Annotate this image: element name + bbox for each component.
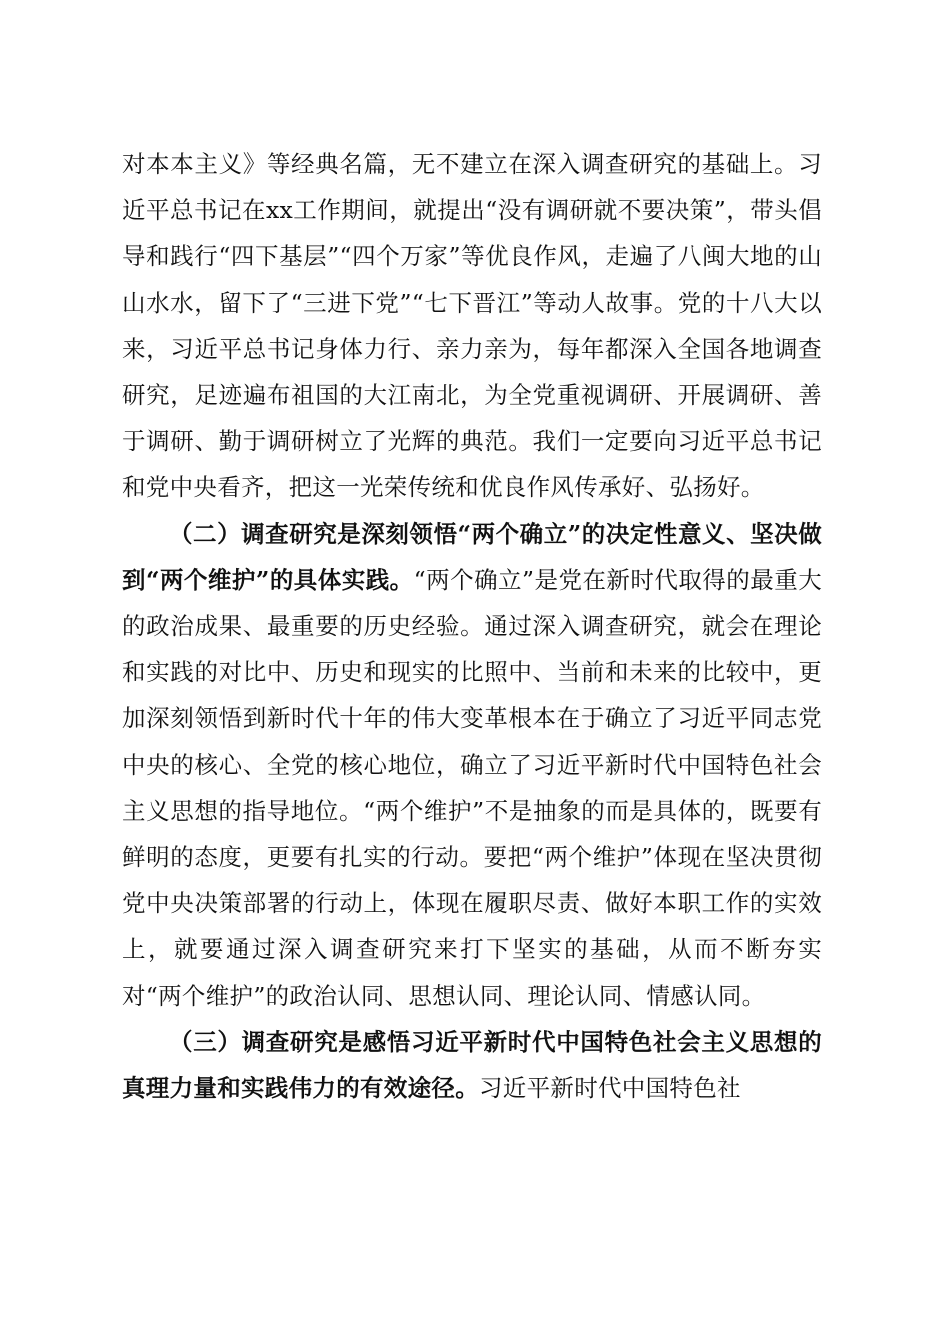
paragraph-2-heading: （二）调查研究是深刻领悟“两个确立”的决定性意义、坚决做到“两个维护”的具体实践。	[122, 519, 822, 594]
paragraph-1	[122, 141, 822, 511]
paragraph-2	[122, 511, 822, 1019]
paragraph-3-heading: （三）调查研究是感悟习近平新时代中国特色社会主义思想的真理力量和实践伟力的有效途径。	[122, 1027, 822, 1103]
paragraph-3	[122, 1019, 822, 1111]
paragraph-3-text: 习近平新时代中国特色社	[479, 1074, 741, 1103]
paragraph-1-text: 对本本主义》等经典名篇，无不建立在深入调查研究的基础上。习近平总书记在xx工作期间，就提出“没有调研就不要决策”，带头倡导和践行“四下基层”“四个万家”等优良作风，走遍了八闽大地的山山水水，留下了“三进下党”“七下晋江”等动人故事。党的十八大以来，习近平总书记身体力行、亲力亲为，每年都深入全国各地调查研究，足迹遍布祖国的大江南北，为全党重视调研、开展调研、善于调研、勤于调研树立了光辉的典范。我们一定要向习近平总书记和党中央看齐，把这一光荣传统和优良作风传承好、弘扬好。	[122, 150, 822, 502]
paragraph-2-text: “两个确立”是党在新时代取得的最重大的政治成果、最重要的历史经验。通过深入调查研究，就会在理论和实践的对比中、历史和现实的比照中、当前和未来的比较中，更加深刻领悟到新时代十年的伟大变革根本在于确立了习近平同志党中央的核心、全党的核心地位，确立了习近平新时代中国特色社会主义思想的指导地位。“两个维护”不是抽象的而是具体的，既要有鲜明的态度，更要有扎实的行动。要把“两个维护”体现在坚决贯彻党中央决策部署的行动上，体现在履职尽责、做好本职工作的实效上，就要通过深入调查研究来打下坚实的基础，从而不断夯实对“两个维护”的政治认同、思想认同、理论认同、情感认同。	[122, 565, 822, 1010]
document-body	[122, 141, 822, 1111]
